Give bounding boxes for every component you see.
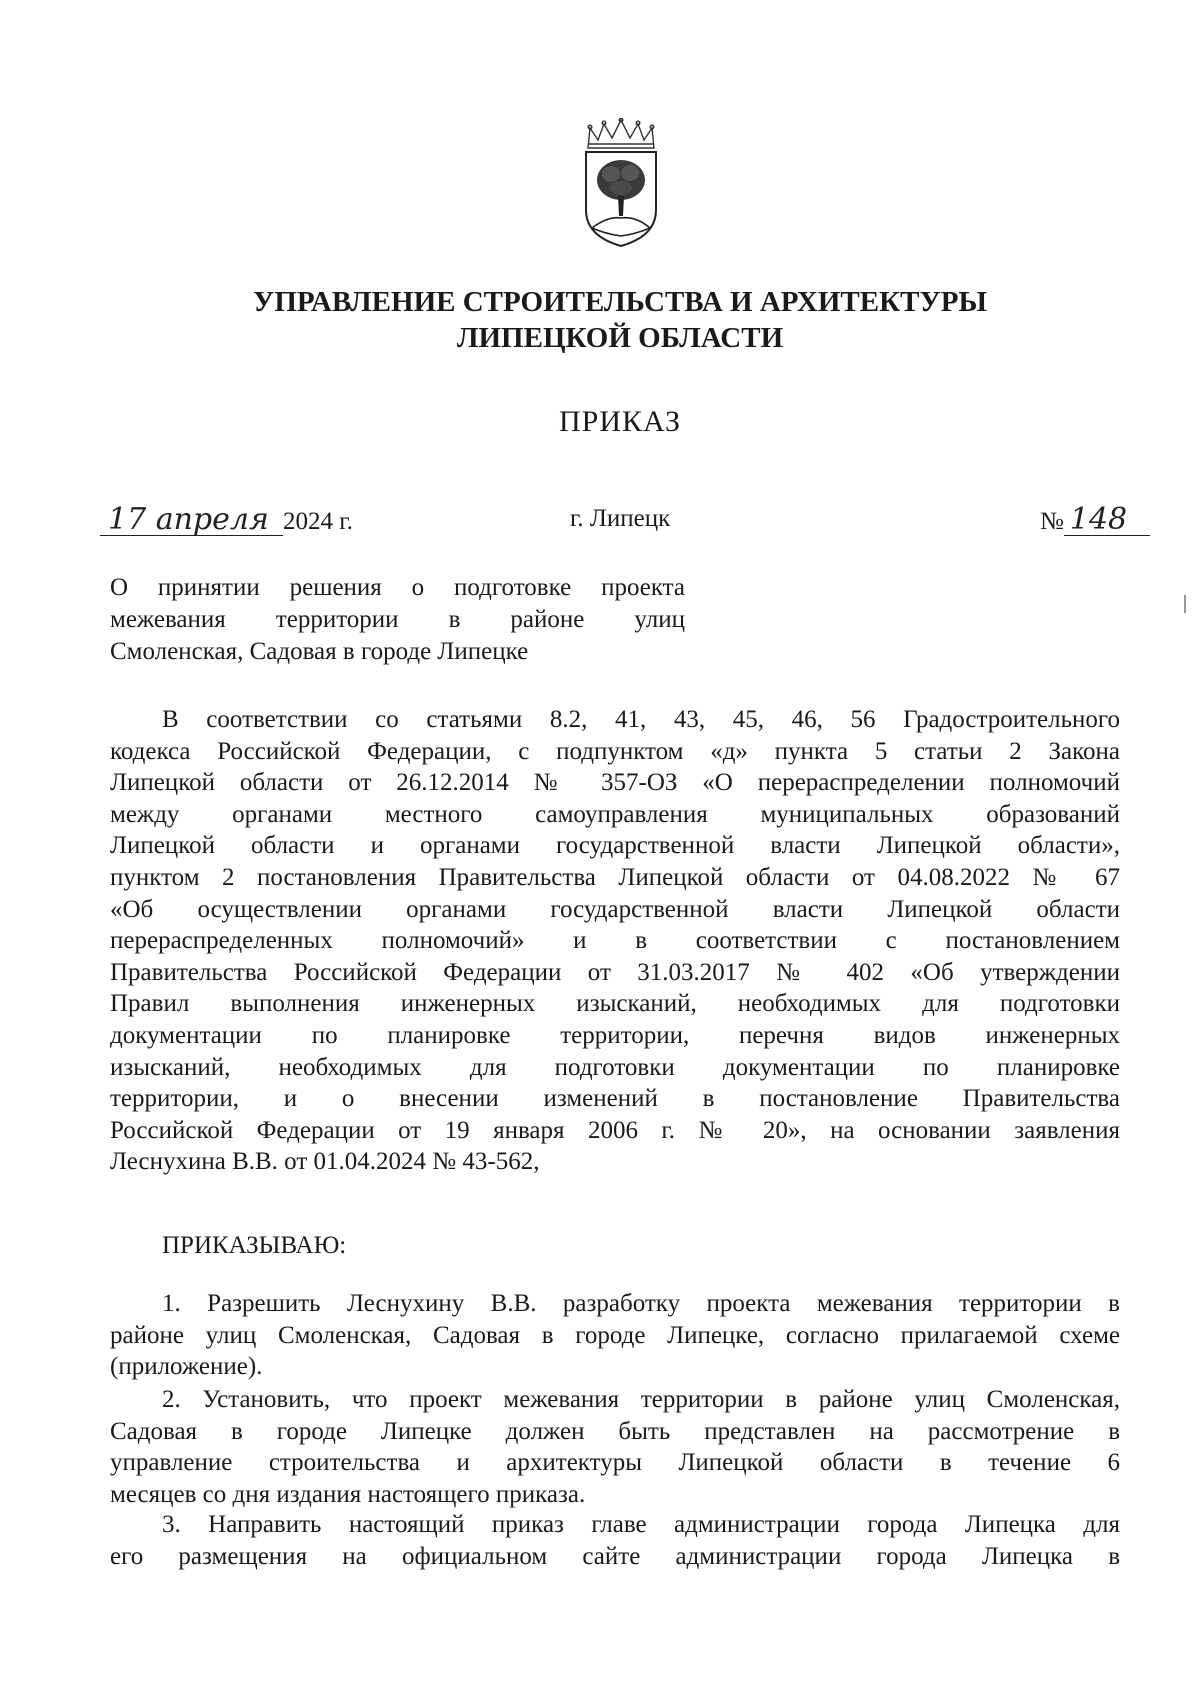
text-line: Садовая в городе Липецке должен быть представлен на рассмотрение в [110, 1417, 1120, 1445]
order-item-3 [110, 1509, 1120, 1572]
text-line: 3. Направить настоящий приказ главе администрации города Липецка для [162, 1511, 1120, 1538]
text-line: Липецкой области от 26.12.2014 № 357-ОЗ «О перераспределении полномочий [110, 769, 1120, 797]
order-item-2 [110, 1384, 1120, 1510]
organization-name-line2: ЛИПЕЦКОЙ ОБЛАСТИ [456, 322, 784, 354]
text-line: «Об осуществлении органами государственной власти Липецкой области [110, 895, 1120, 923]
text-line: изысканий, необходимых для подготовки документации по планировке [110, 1053, 1120, 1081]
text-line: документации по планировке территории, перечня видов инженерных [110, 1021, 1120, 1049]
text-line: кодекса Российской Федерации, с подпунктом «д» пункта 5 статьи 2 Закона [110, 737, 1120, 765]
document-date [100, 502, 353, 537]
subject-line: Смоленская, Садовая в городе Липецке [110, 638, 529, 665]
handwritten-number: 148 [1064, 505, 1150, 536]
text-line: Правил выполнения инженерных изысканий, необходимых для подготовки [110, 990, 1120, 1018]
document-city: г. Липецк [570, 505, 671, 532]
order-directive: ПРИКАЗЫВАЮ: [162, 1232, 347, 1259]
text-line: между органами местного самоуправления муниципальных образований [110, 800, 1120, 828]
document-year: 2024 г. [283, 508, 353, 535]
text-line: Российской Федерации от 19 января 2006 г. № 20», на основании заявления [110, 1116, 1120, 1144]
handwritten-date: 17 апреля [100, 505, 283, 536]
text-line: Правительства Российской Федерации от 31.03.2017 № 402 «Об утверждении [110, 958, 1120, 986]
text-line: пунктом 2 постановления Правительства Липецкой области от 04.08.2022 № 67 [110, 863, 1120, 891]
text-line: районе улиц Смоленская, Садовая в городе Липецке, согласно прилагаемой схеме [110, 1321, 1120, 1349]
document-number [1040, 502, 1150, 537]
subject-line: межевания территории в районе улиц [110, 606, 685, 633]
text-line: перераспределенных полномочий» и в соответствии с постановлением [110, 927, 1120, 955]
text-line: Леснухина В.В. от 01.04.2024 № 43-562, [110, 1148, 540, 1176]
text-line: месяцев со дня издания настоящего приказа. [110, 1480, 586, 1508]
text-line: управление строительства и архитектуры Липецкой области в течение 6 [110, 1449, 1120, 1477]
number-prefix: № [1040, 508, 1064, 535]
document-subject [110, 572, 685, 668]
text-line: Липецкой области и органами государственной власти Липецкой области», [110, 832, 1120, 860]
text-line: 1. Разрешить Леснухину В.В. разработку проекта межевания территории в [162, 1290, 1120, 1317]
organization-name-line1: УПРАВЛЕНИЕ СТРОИТЕЛЬСТВА И АРХИТЕКТУРЫ [253, 286, 987, 318]
text-line: В соответствии со статьями 8.2, 41, 43, 45, 46, 56 Градостроительного [162, 706, 1120, 733]
text-line: 2. Установить, что проект межевания территории в районе улиц Смоленская, [162, 1386, 1120, 1413]
text-line: его размещения на официальном сайте администрации города Липецка в [110, 1542, 1120, 1570]
document-type-title: ПРИКАЗ [559, 405, 681, 438]
order-item-1 [110, 1288, 1120, 1383]
preamble-paragraph [110, 704, 1120, 1178]
subject-line: О принятии решения о подготовке проекта [110, 574, 685, 601]
lipetsk-coat-of-arms-icon [578, 118, 664, 250]
margin-mark [1184, 595, 1186, 613]
text-line: территории, и о внесении изменений в постановление Правительства [110, 1085, 1120, 1113]
text-line: (приложение). [110, 1353, 263, 1381]
